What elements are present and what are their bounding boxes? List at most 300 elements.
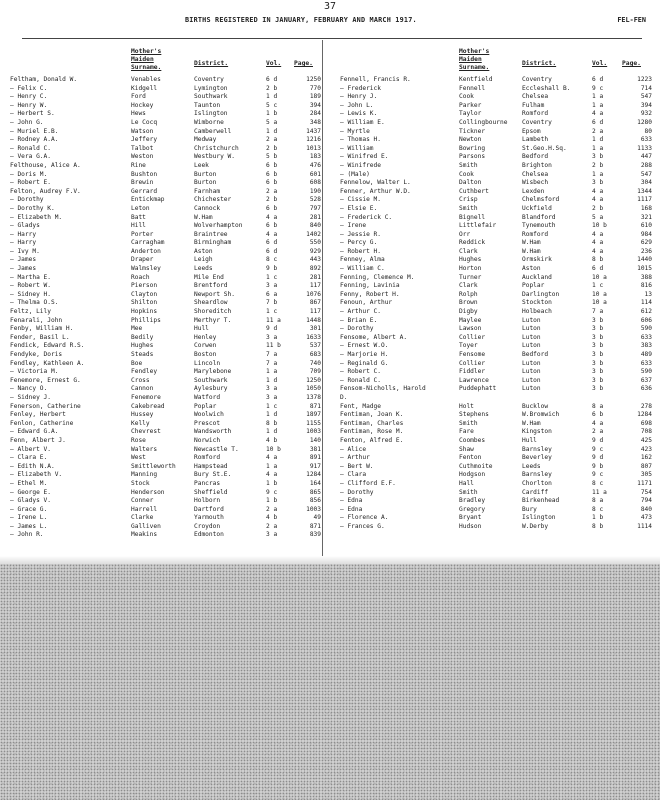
- list-item: [326, 325, 656, 334]
- entry-name: — Ronald C.: [340, 376, 381, 384]
- entry-vol: 8 a: [592, 497, 604, 505]
- entry-maiden-surname: Newton: [459, 136, 482, 144]
- entry-vol: 1 d: [266, 127, 278, 135]
- entry-name: — Thomas H.: [340, 136, 381, 144]
- list-item: [4, 368, 320, 377]
- entry-maiden-surname: Jeffery: [131, 136, 158, 144]
- entry-district: Barnsley: [522, 445, 552, 453]
- list-item: [326, 497, 656, 506]
- entry-vol: 6 b: [592, 411, 604, 419]
- entry-maiden-surname: Le Cocq: [131, 118, 158, 126]
- list-item: [326, 299, 656, 308]
- entry-vol: 4 a: [592, 187, 604, 195]
- entry-maiden-surname: Cuthbert: [459, 187, 489, 195]
- entry-district: Bucklow: [522, 402, 549, 410]
- page-title: BIRTHS REGISTERED IN JANUARY, FEBRUARY AND MARCH 1917.: [185, 16, 417, 24]
- entry-page: 423: [640, 445, 652, 453]
- entry-district: Leeds: [194, 265, 213, 273]
- entry-name: — Henry C.: [10, 93, 48, 101]
- entry-maiden-surname: Shaw: [459, 445, 474, 453]
- entry-district: W.Derby: [522, 522, 549, 530]
- list-item: [326, 368, 656, 377]
- entry-district: Epsom: [522, 127, 541, 135]
- entry-maiden-surname: Walters: [131, 445, 158, 453]
- entry-name: Felthouse, Alice A.: [10, 161, 81, 169]
- list-item: [326, 428, 656, 437]
- entry-district: Newcastle T.: [194, 445, 239, 453]
- entry-name: — Nancy O.: [10, 385, 48, 393]
- entry-name: — Bert W.: [340, 462, 374, 470]
- entry-page: 932: [640, 110, 652, 118]
- list-item: [326, 420, 656, 429]
- entry-maiden-surname: Kelly: [131, 419, 150, 427]
- entry-page: 865: [309, 488, 321, 496]
- entry-district: Chelsea: [522, 170, 549, 178]
- left-column: [4, 42, 320, 540]
- entry-district: Eccleshall B.: [522, 84, 571, 92]
- entry-district: Westbury W.: [194, 153, 235, 161]
- entry-vol: 1 a: [592, 144, 604, 152]
- entry-name: — Herbert S.: [10, 110, 55, 118]
- entry-vol: 3 b: [592, 153, 604, 161]
- entry-page: 683: [309, 351, 321, 358]
- entry-page: 394: [309, 101, 321, 109]
- entry-name: — James: [10, 256, 37, 264]
- entry-vol: 1 c: [266, 273, 278, 281]
- entry-name: — Dorothy: [340, 488, 374, 496]
- list-item: [4, 274, 320, 283]
- list-item: [4, 420, 320, 429]
- entry-maiden-surname: Cakebread: [131, 402, 165, 410]
- entry-district: Wandsworth: [194, 428, 232, 436]
- entry-maiden-surname: Bryant: [459, 514, 482, 522]
- entry-district: Ormskirk: [522, 256, 552, 264]
- entry-maiden-surname: Reddick: [459, 239, 486, 247]
- entry-name: — Grace G.: [10, 505, 48, 513]
- entry-vol: 6 b: [266, 204, 278, 212]
- entry-maiden-surname: Leton: [131, 204, 150, 212]
- entry-name: Fenby, William H.: [10, 325, 74, 333]
- list-item: [326, 196, 656, 205]
- entry-page: 1897: [306, 411, 321, 419]
- entry-vol: 4 a: [592, 110, 604, 118]
- entry-vol: 7 a: [266, 359, 278, 367]
- entry-maiden-surname: Hews: [131, 110, 146, 118]
- entry-name: — Edward G.A.: [10, 428, 59, 436]
- entry-district: Woolwich: [194, 411, 224, 419]
- entry-page: 547: [640, 170, 652, 178]
- entry-page: 698: [640, 419, 652, 427]
- list-item: [4, 93, 320, 102]
- entry-district: Luton: [522, 316, 541, 324]
- entry-page: 168: [640, 204, 652, 212]
- entry-maiden-surname: Stephens: [459, 411, 489, 419]
- entry-maiden-surname: Gregory: [459, 505, 486, 513]
- entry-name: — Clara E.: [10, 454, 48, 462]
- entry-page: 189: [309, 93, 321, 101]
- entry-district: Luton: [522, 333, 541, 341]
- entry-page: 794: [640, 497, 652, 505]
- entry-vol: 3 b: [592, 385, 604, 393]
- entry-maiden-surname: Smith: [459, 488, 478, 496]
- entry-district: Chichester: [194, 196, 232, 204]
- entry-district: Blandford: [522, 213, 556, 221]
- entry-district: Burton: [194, 170, 217, 178]
- entry-vol: 6 d: [266, 76, 278, 83]
- entry-vol: 1 c: [266, 402, 278, 410]
- list-item: [4, 222, 320, 231]
- list-item: [326, 360, 656, 369]
- list-item: [4, 145, 320, 154]
- list-item: [4, 196, 320, 205]
- entry-page: 754: [640, 488, 652, 496]
- list-item: [326, 317, 656, 326]
- entry-maiden-surname: Stock: [131, 479, 150, 487]
- entry-vol: 3 a: [266, 333, 278, 341]
- entry-name: — James: [10, 265, 37, 273]
- entry-district: W.Ham: [194, 213, 213, 221]
- entry-page: 840: [640, 505, 652, 513]
- entry-name: — Brian E.: [340, 316, 378, 324]
- entry-page: 1013: [306, 144, 321, 152]
- entry-page: 183: [309, 153, 321, 161]
- entry-district: Bury St.E.: [194, 471, 232, 479]
- entry-maiden-surname: Bradley: [459, 497, 486, 505]
- entry-vol: 3 b: [592, 316, 604, 324]
- entry-page: 840: [309, 222, 321, 230]
- list-item: [326, 188, 656, 197]
- entry-page: 476: [309, 161, 321, 169]
- entry-name: Fenning, Lavinia: [340, 282, 400, 290]
- entry-vol: 1 d: [266, 411, 278, 419]
- list-item: [4, 523, 320, 532]
- entry-district: Lambeth: [522, 136, 549, 144]
- entry-district: Medway: [194, 136, 217, 144]
- entry-district: Aston: [194, 247, 213, 255]
- entry-page: 301: [309, 325, 321, 333]
- entry-vol: 11 b: [266, 342, 281, 350]
- entry-maiden-surname: Brewin: [131, 179, 154, 187]
- entry-maiden-surname: Cook: [459, 170, 474, 178]
- entry-district: Southwark: [194, 376, 228, 384]
- list-item: [4, 351, 320, 360]
- entry-page: 1284: [306, 471, 321, 479]
- list-item: [326, 514, 656, 523]
- entry-district: Cannock: [194, 204, 221, 212]
- list-item: [326, 274, 656, 283]
- entry-maiden-surname: Lawson: [459, 325, 482, 333]
- entry-page: 984: [640, 230, 652, 238]
- entry-vol: 9 b: [592, 462, 604, 470]
- list-item: [326, 239, 656, 248]
- entry-district: Coventry: [194, 76, 224, 83]
- entry-name: — Robert W.: [10, 282, 51, 290]
- list-item: [326, 153, 656, 162]
- entry-page: 1133: [637, 144, 652, 152]
- entry-vol: 9 c: [592, 445, 604, 453]
- entry-name: Fenlon, Catherine: [10, 419, 74, 427]
- entry-page: 867: [309, 299, 321, 307]
- entry-name: — Cissie M.: [340, 196, 381, 204]
- entry-name: — Frederick C.: [340, 213, 393, 221]
- entry-district: Lymington: [194, 84, 228, 92]
- list-item: [4, 248, 320, 257]
- entry-maiden-surname: Galliven: [131, 522, 161, 530]
- entry-name: — Felix C.: [10, 84, 48, 92]
- entry-maiden-surname: Hughes: [459, 256, 482, 264]
- entry-page: 381: [309, 445, 321, 453]
- left-entries: [4, 76, 320, 540]
- entry-vol: 1 a: [592, 170, 604, 178]
- entry-page: 284: [309, 110, 321, 118]
- list-item: [4, 171, 320, 180]
- entry-page: 473: [640, 514, 652, 522]
- entry-maiden-surname: Turner: [459, 273, 482, 281]
- list-item: [326, 471, 656, 480]
- entry-maiden-surname: Tickner: [459, 127, 486, 135]
- entry-page: 1284: [637, 411, 652, 419]
- entry-page: 383: [640, 342, 652, 350]
- entry-page: 278: [640, 402, 652, 410]
- list-item: [326, 248, 656, 257]
- list-item: [326, 334, 656, 343]
- list-item: [326, 162, 656, 171]
- entry-maiden-surname: Smith: [459, 161, 478, 169]
- entry-name: Fentiman, Joan K.: [340, 411, 404, 419]
- entry-district: Wolverhampton: [194, 222, 243, 230]
- entry-name: — Ernest W.O.: [340, 342, 389, 350]
- entry-maiden-surname: Clarke: [131, 514, 154, 522]
- entry-page: 1633: [306, 333, 321, 341]
- vol-heading: Vol.: [266, 60, 282, 67]
- entry-name: — Dorothy K.: [10, 204, 55, 212]
- entry-vol: 3 b: [592, 376, 604, 384]
- entry-district: Hull: [194, 325, 209, 333]
- list-item: [4, 342, 320, 351]
- entry-district: Edmonton: [194, 531, 224, 539]
- list-item: [326, 454, 656, 463]
- entry-vol: 9 d: [266, 325, 278, 333]
- entry-district: Leeds: [522, 462, 541, 470]
- entry-name: Fenemore, Ernest G.: [10, 376, 81, 384]
- entry-district: Aylesbury: [194, 385, 228, 393]
- list-item: [326, 93, 656, 102]
- entry-name: — Irene L.: [10, 514, 48, 522]
- entry-maiden-surname: Harrell: [131, 505, 158, 513]
- entry-vol: 9 c: [592, 84, 604, 92]
- entry-name: — John R.: [10, 531, 44, 539]
- entry-page: 443: [309, 256, 321, 264]
- entry-name: — Ivy M.: [10, 247, 40, 255]
- entry-maiden-surname: Fendley: [131, 368, 158, 376]
- list-item: [4, 454, 320, 463]
- entry-district: Uckfield: [522, 204, 552, 212]
- entry-maiden-surname: Clayton: [131, 290, 158, 298]
- entry-page: 190: [309, 187, 321, 195]
- entry-name: — Frederick: [340, 84, 381, 92]
- entry-vol: 1 b: [592, 514, 604, 522]
- entry-name: — Harry: [10, 230, 37, 238]
- entry-page: 816: [640, 282, 652, 290]
- entry-district: Cardiff: [522, 488, 549, 496]
- maiden-surname-heading: Mother's Maiden Surname.: [131, 48, 162, 71]
- entry-maiden-surname: Hopkins: [131, 308, 158, 316]
- entry-vol: 8 c: [266, 256, 278, 264]
- column-divider: [322, 40, 323, 560]
- entry-district: Chelsea: [522, 93, 549, 101]
- entry-vol: 3 b: [592, 179, 604, 187]
- entry-name: — Muriel E.B.: [10, 127, 59, 135]
- entry-maiden-surname: Bushton: [131, 170, 158, 178]
- entry-vol: 5 b: [266, 153, 278, 161]
- entry-vol: 2 a: [266, 522, 278, 530]
- entry-page: 871: [309, 522, 321, 530]
- list-item: [4, 153, 320, 162]
- entry-maiden-surname: Hodgson: [459, 471, 486, 479]
- entry-maiden-surname: Manning: [131, 471, 158, 479]
- entry-maiden-surname: Crisp: [459, 196, 478, 204]
- entry-page: 388: [640, 273, 652, 281]
- entry-name: Fenney, Alma: [340, 256, 385, 264]
- entry-vol: 8 c: [592, 479, 604, 487]
- entry-district: Croydon: [194, 522, 221, 530]
- entry-district: Taunton: [194, 101, 221, 109]
- list-item: [4, 428, 320, 437]
- entry-name: — Martha E.: [10, 273, 51, 281]
- entry-maiden-surname: Clark: [459, 247, 478, 255]
- left-column-header: [4, 42, 320, 76]
- entry-vol: 1 a: [592, 101, 604, 109]
- entry-page: 49: [313, 514, 321, 522]
- entry-maiden-surname: Rine: [131, 161, 146, 169]
- entry-district: Henley: [194, 333, 217, 341]
- page-heading: Page.: [294, 60, 313, 67]
- list-item: [326, 231, 656, 240]
- list-item: [326, 128, 656, 137]
- entry-maiden-surname: Rolph: [459, 290, 478, 298]
- entry-vol: 2 a: [266, 505, 278, 513]
- list-item: [326, 110, 656, 119]
- entry-page: 929: [309, 247, 321, 255]
- entry-maiden-surname: Batt: [131, 213, 146, 221]
- entry-name: — Ronald C.: [10, 144, 51, 152]
- entry-maiden-surname: Kidgell: [131, 84, 158, 92]
- list-item: [326, 523, 656, 532]
- entry-maiden-surname: Meakins: [131, 531, 158, 539]
- entry-vol: 1 a: [266, 462, 278, 470]
- entry-page: 708: [640, 428, 652, 436]
- entry-district: Bury: [522, 505, 537, 513]
- entry-district: Mile End: [194, 273, 224, 281]
- entry-district: Poplar: [522, 282, 545, 290]
- entry-maiden-surname: Hughes: [131, 342, 154, 350]
- list-item: [4, 162, 320, 171]
- list-item: [4, 531, 320, 540]
- entry-district: Birmingham: [194, 239, 232, 247]
- entry-maiden-surname: Smith: [459, 419, 478, 427]
- list-item: [326, 222, 656, 231]
- entry-page: 797: [309, 204, 321, 212]
- list-item: [4, 119, 320, 128]
- list-item: [326, 446, 656, 455]
- entry-page: 547: [640, 93, 652, 101]
- entry-maiden-surname: Fensome: [459, 351, 486, 358]
- list-item: [4, 403, 320, 412]
- entry-name: — Sidney J.: [10, 393, 51, 401]
- entry-vol: 4 a: [266, 213, 278, 221]
- list-item: [4, 463, 320, 472]
- entry-page: 447: [640, 153, 652, 161]
- entry-page: 601: [309, 170, 321, 178]
- entry-page: 321: [640, 213, 652, 221]
- entry-vol: 4 a: [592, 230, 604, 238]
- list-item: [326, 342, 656, 351]
- entry-maiden-surname: Anderton: [131, 247, 161, 255]
- list-item: [326, 214, 656, 223]
- entry-vol: 1 c: [592, 282, 604, 290]
- entry-page: 770: [309, 84, 321, 92]
- entry-page: 636: [640, 385, 652, 393]
- page-number: 37: [323, 1, 337, 12]
- list-item: [326, 308, 656, 317]
- entry-district: Kingston: [522, 428, 552, 436]
- entry-maiden-surname: Watson: [131, 127, 154, 135]
- entry-maiden-surname: Pierson: [131, 282, 158, 290]
- entry-name: — (Male): [340, 170, 370, 178]
- entry-vol: 1 a: [266, 368, 278, 376]
- entry-vol: 1 d: [592, 136, 604, 144]
- entry-maiden-surname: Hussey: [131, 411, 154, 419]
- entry-vol: 4 a: [266, 230, 278, 238]
- entry-vol: 2 b: [592, 161, 604, 169]
- list-item: [326, 205, 656, 214]
- list-item: [4, 256, 320, 265]
- list-item: [326, 489, 656, 498]
- entry-district: Holborn: [194, 497, 221, 505]
- entry-district: Lincoln: [194, 359, 221, 367]
- entry-district: Wimborne: [194, 118, 224, 126]
- entry-maiden-surname: Coombes: [459, 436, 486, 444]
- entry-page: 281: [309, 273, 321, 281]
- list-item: [4, 239, 320, 248]
- entry-vol: 2 b: [592, 204, 604, 212]
- entry-maiden-surname: Steads: [131, 351, 154, 358]
- entry-page: 590: [640, 368, 652, 376]
- list-item: [326, 85, 656, 94]
- entry-maiden-surname: Cannon: [131, 385, 154, 393]
- entry-maiden-surname: Lawrence: [459, 376, 489, 384]
- entry-district: Coventry: [522, 76, 552, 83]
- entry-vol: 8 b: [266, 419, 278, 427]
- entry-vol: 6 d: [266, 239, 278, 247]
- list-item: [4, 205, 320, 214]
- list-item: [4, 334, 320, 343]
- entry-district: Stockton: [522, 299, 552, 307]
- right-column-header: [326, 42, 656, 76]
- entry-page: 288: [640, 161, 652, 169]
- entry-name: — Reginald G.: [340, 359, 389, 367]
- entry-vol: 4 a: [266, 454, 278, 462]
- entry-maiden-surname: Digby: [459, 308, 478, 316]
- entry-district: Yarmouth: [194, 514, 224, 522]
- entry-page: 1015: [637, 265, 652, 273]
- entry-page: 236: [640, 247, 652, 255]
- entry-district: Wisbech: [522, 179, 549, 187]
- entry-vol: 11 a: [592, 488, 607, 496]
- entry-district: Camberwell: [194, 127, 232, 135]
- list-item: [4, 76, 320, 85]
- entry-name: Felton, Audrey F.V.: [10, 187, 81, 195]
